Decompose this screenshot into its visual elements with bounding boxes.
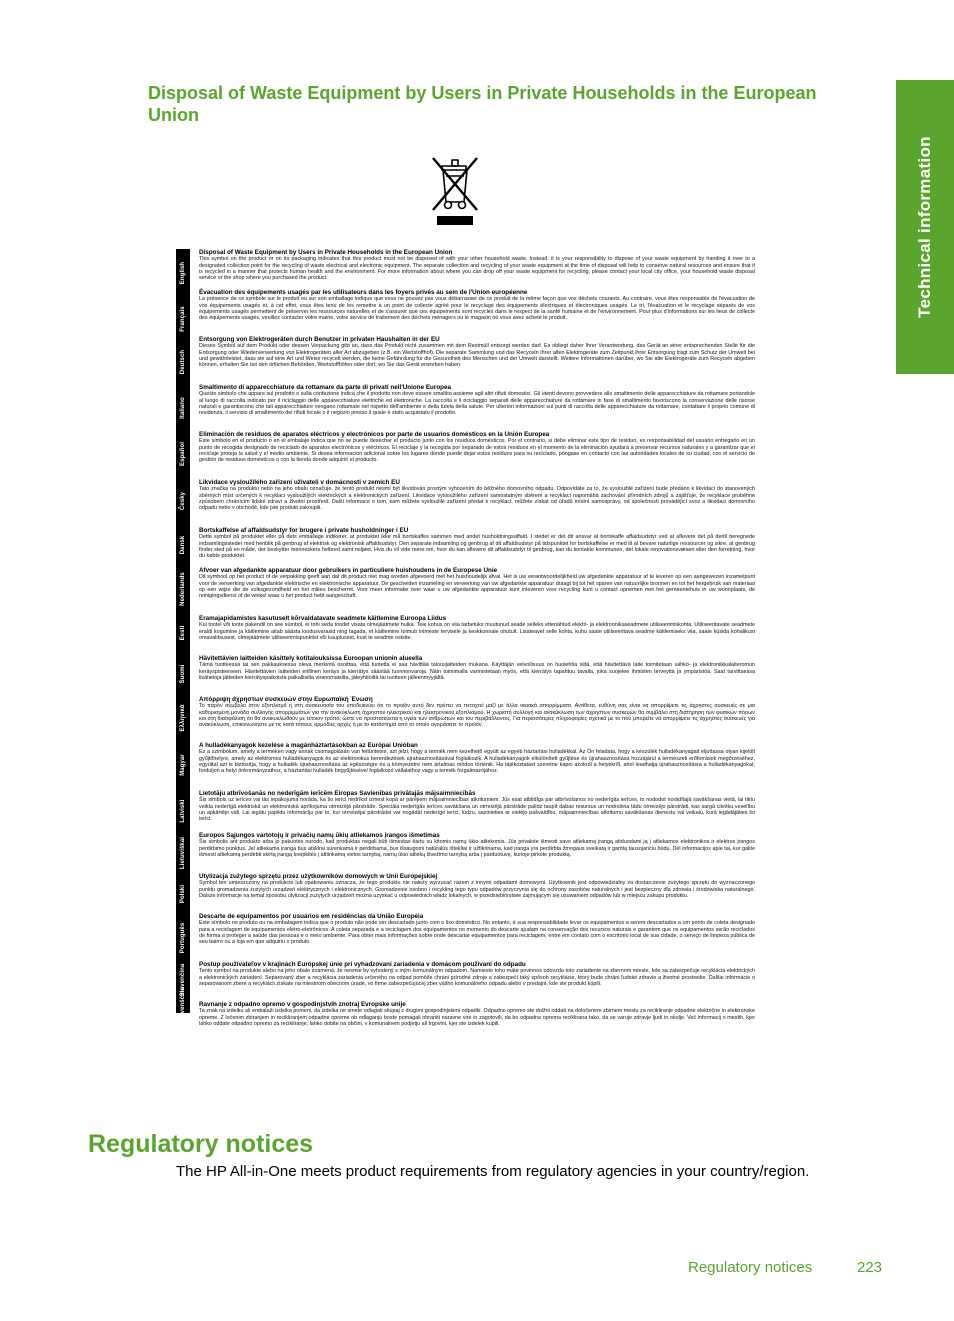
notice-heading: Ravnanje z odpadno opremo v gospodinjstvih znotraj Evropske unije [199,1001,406,1008]
notice-body: Este símbolo en el producto o en el embalaje indica que no se puede desechar el producto junto con los residuos domésticos. Por el contrario, si debe eliminar este tipo de residuo, es responsabilidad del usuario entregarlo en un punto de recogida designado de reciclado de aparatos electrónicos y eléctricos. El reciclaje y la recogida por separado de estos residuos en el momento de la eliminación ayudará a preservar recursos naturales y a garantizar que el reciclaje proteja la salud y el medio ambiente. Si desea información adicional sobre los lugares donde puede dejar estos residuos para su reciclado, póngase en contacto con las autoridades locales de su ciudad, con el servicio de gestión de residuos domésticos o con la tienda donde adquirió el producto. [199,438,755,463]
notice-block [199,289,755,333]
page-title: Disposal of Waste Equipment by Users in Private Households in the European Union [148,83,817,125]
notice-heading: Disposal of Waste Equipment by Users in Private Households in the European Union [199,249,453,256]
language-label: Lietuviškai [180,836,186,869]
language-label: Deutsch [180,349,186,375]
side-tab-label: Technical information [915,136,934,318]
footer-section-label: Regulatory notices [688,1259,813,1276]
notice-block [199,913,755,959]
notice-heading: Postup používateľov v krajinách Európskej únie pri vyhadzovaní zariadenia v domácom používaní do odpadu [199,961,526,968]
notice-block [199,832,755,872]
notice-heading: Europos Sąjungos vartotojų ir privačių namų ūkių atliekamos įrangos išmetimas [199,832,440,839]
notice-body: Symbol ten umieszczony na produkcie lub opakowaniu oznacza, że tego produktu nie należy wyrzucać razem z innymi odpadami domowymi. Użytkownik jest odpowiedzialny za dostarczenie zużytego sprzętu do wyznaczonego punktu gromadzenia zużytych urządzeń elektrycznych i elektronicznych. Gromadzenie osobno i recykling tego typu odpadów przyczynia się do ochrony zasobów naturalnych i jest bezpieczny dla zdrowia i środowiska naturalnego. Dalsze informacje na temat sposobu utylizacji zużytych urządzeń można uzyskać u odpowiednich władz lokalnych, w przedsiębiorstwie zajmującym się usuwaniem odpadów lub w miejscu zakupu produktu. [199,880,755,899]
notice-block [199,696,755,741]
notice-block [199,742,755,789]
language-sidebar [176,249,190,1024]
notice-heading: A hulladékanyagok kezelése a magánháztartásokban az Európai Unióban [199,742,418,749]
notice-block [199,615,755,653]
notice-body: Dit symbool op het product of de verpakking geeft aan dat dit product niet mag worden afgevoerd met het huishoudelijk afval. Het is uw verantwoordelijkheid uw afgedankte apparatuur af te leveren op een aangewezen inzamelpunt voor de verwerking van afgedankte elektrische en elektronische apparatuur. De gescheiden inzameling en verwerking van uw afgedankte apparatuur draagt bij tot het sparen van natuurlijke bronnen en tot het hergebruik van materiaal op een wijze die de volksgezondheid en het milieu beschermt. Voor meer informatie over waar u uw afgedankte apparatuur kunt inleveren voor recycling kunt u contact opnemen met het gemeentehuis in uw woonplaats, de reinigingsdienst of de winkel waar u het product hebt aangeschaft. [199,574,755,599]
notice-body: Šis simbols uz ierīces vai tās iepakojuma norāda, ka šo ierīci nedrīkst izmest kopā ar pārējiem mājsaimniecības atkritumiem. Jūs esat atbildīgs par atbrīvošanos no nederīgās ierīces, to nododot norādītajā savākšanas vietā, lai tiktu veikta nederīgā elektriskā un elektroniskā aprīkojuma otrreizējā pārstrāde. Speciāla nederīgās ierīces savākšana un otrreizējā pārstrāde palīdz taupīt dabas resursus un nodrošina tādu otrreizējo pārstrādi, kas sargā cilvēku veselību un apkārtējo vidi. Lai iegūtu papildu informāciju par to, kur otrreizējai pārstrādei var nogādāt nederīgo ierīci, lūdzu, sazinieties ar vietējo pašvaldību, mājsaimniecības atkritumu savākšanas dienestu vai veikalu, kurā iegādājāties šo ierīci. [199,797,755,822]
notice-heading: Descarte de equipamentos por usuários em residências da União Européia [199,913,424,920]
notice-block [199,384,755,429]
notice-body: Tämä tuotteessa tai sen pakkauksessa oleva merkintä osoittaa, että tuotetta ei saa hävittää talousjätteiden mukana. Käyttäjän velvollisuus on huolehtia siitä, että hävitettävä laite toimitetaan sähkö- ja elektroniikkalaiteromun keräyspisteeseen. Hävitettävien laitteiden erillinen keräys ja kierrätys säästää luonnonvaroja. Näin toimimalla varmistetaan myös, että kierrätys tapahtuu tavalla, joka suojelee ihmisten terveyttä ja ympäristöä. Saat tarvittaessa lisätietoja jätteiden kierrätyspaikoista paikallisilta viranomaisilta, jäteyhtiöiltä tai tuotteen jälleenmyyjältä. [199,662,755,681]
notice-heading: Eramajapidamistes kasutuselt kõrvaldatavate seadmete käitlemine Euroopa Liidus [199,615,447,622]
notice-heading: Évacuation des équipements usagés par les utilisateurs dans les foyers privés au sein de l'Union européenne [199,289,528,296]
notice-block [199,1001,755,1027]
notice-body: Este símbolo no produto ou na embalagem indica que o produto não pode ser descartado junto com o lixo doméstico. No entanto, é sua responsabilidade levar os equipamentos a serem descartados a um ponto de coleta designado para a reciclagem de equipamentos eletro-eletrônicos. A coleta separada e a reciclagem dos equipamentos no momento do descarte ajudam na conservação dos recursos naturais e garantem que os equipamentos serão reciclados de forma a proteger a saúde das pessoas e o meio ambiente. Para obter mais informações sobre onde descartar equipamentos para reciclagem, entre em contato com o escritório local de sua cidade, o serviço de limpeza pública de seu bairro ou a loja em que adquiriu o produto. [199,920,755,945]
notice-body: Šis simbolis ant produkto arba jo pakuotės nurodo, kad produktas negali būti išmestas kartu su kitomis namų ūkio atliekomis. Jūs privalote išmesti savo atliekamą įrangą atiduodami ją į atliekamos elektronikos ir elektros įrangos perdirbimo punktus. Jei atliekama įranga bus atskirai surenkama ir perdirbama, bus išsaugomi natūralūs ištekliai ir užtikrinama, kad įranga yra perdirbta žmogaus sveikatą ir gamtą tausojančiu būdu. Dėl informacijos apie tai, kur galite išmesti atliekamą perdirbti skirtą įrangą kreipkitės į atitinkamą vietos tarnybą, namų ūkio atliekų išvežimo tarnybą arba į parduotuvę, kurioje pirkote produktą. [199,839,755,858]
language-label: Slovenčina [180,963,186,997]
regulatory-notices-text: The HP All-in-One meets product requirements from regulatory agencies in your country/region. [176,1163,810,1180]
language-label: Eesti [180,625,186,640]
language-label: Suomi [180,664,186,683]
notice-block [199,479,755,525]
notice-body: Dieses Symbol auf dem Produkt oder dessen Verpackung gibt an, dass das Produkt nicht zusammen mit dem Restmüll entsorgt werden darf. Es obliegt daher Ihrer Verantwortung, das Gerät an einer entsprechenden Stelle für die Entsorgung oder Wiederverwertung von Elektrogeräten aller Art abzugeben (z.B. ein Wertstoffhof). Die separate Sammlung und das Recyceln Ihrer alten Elektrogeräte zum Zeitpunkt ihrer Entsorgung trägt zum Schutz der Umwelt bei und gewährleistet, dass sie auf eine Art und Weise recycelt werden, die keine Gefährdung für die Gesundheit des Menschen und der Umwelt darstellt. Weitere Informationen darüber, wo Sie alte Elektrogeräte zum Recyceln abgeben können, erhalten Sie bei den örtlichen Behörden, Wertstoffhöfen oder dort, wo Sie das Gerät erworben haben. [199,343,755,368]
language-label: Nederlands [180,572,186,606]
language-label: Latviski [180,798,186,823]
notice-block [199,873,755,912]
notice-block [199,431,755,475]
notice-body: Ez a szimbólum, amely a terméken vagy annak csomagolásán van feltüntetve, azt jelzi, hogy a termék nem kezelhető együtt az egyéb háztartási hulladékkal. Az Ön feladata, hogy a készülék hulladékanyagait eljuttassa olyan kijelölt gyűjtőhelyre, amely az elektromos hulladékanyagok és az elektronikus berendezések újrahasznosításával foglalkozik. A hulladékanyagok elkülönített gyűjtése és újrahasznosítása hozzájárul a természeti erőforrások megőrzéséhez, egyúttal azt is biztosítja, hogy a hulladék újrahasznosítása az egészségre és a környezetre nem ártalmas módon történik. Ha tájékoztatást szeretne kapni azokról a helyekről, ahol leadhatja újrahasznosításra a hulladékanyagokat, forduljon a helyi önkormányzathoz, a háztartási hulladék begyűjtésével foglalkozó vállalathoz vagy a termék forgalmazójához. [199,749,755,774]
notice-block [199,655,755,695]
notice-block [199,336,755,382]
notice-body: La présence de ce symbole sur le produit ou sur son emballage indique que vous ne pouvez pas vous débarrasser de ce produit de la même façon que vos déchets courants. Au contraire, vous êtes responsable de l'évacuation de vos équipements usagés et, à cet effet, vous êtes tenu de les remettre à un point de collecte agréé pour le recyclage des équipements électriques et électroniques usagés. Le tri, l'évacuation et le recyclage séparés de vos équipements usagés permettent de préserver les ressources naturelles et de s'assurer que ces équipements sont recyclés dans le respect de la santé humaine et de l'environnement. Pour plus d'informations sur les lieux de collecte des équipements usagés, veuillez contacter votre mairie, votre service de traitement des déchets ménagers ou le magasin où vous avez acheté le produit. [199,296,755,321]
notice-body: Dette symbol på produktet eller på dets emballage indikerer, at produktet ikke må bortskaffes sammen med andet husholdningsaffald. I stedet er det dit ansvar at bortskaffe affaldsudstyr ved at aflevere det på dertil beregnede indsamlingssteder med henblik på genbrug af elektrisk og elektronisk affaldsudstyr. Den separate indsamling og genbrug af dit affaldsudstyr på tidspunktet for bortskaffelse er med til at bevare naturlige ressourcer og sikre, at genbrug finder sted på en måde, der beskytter menneskers helbred samt miljøet. Hvis du vil vide mere om, hvor du kan aflevere dit affaldsudstyr til genbrug, kan du kontakte kommunen, det lokale renovationsvæsen eller den forretning, hvor du købte produktet. [199,534,755,559]
weee-notices [199,249,755,1027]
notice-heading: Lietotāju atbrīvošanās no nederīgām ierīcēm Eiropas Savienības privātajās mājsaimniecībās [199,790,476,797]
notice-body: This symbol on the product or on its packaging indicates that this product must not be disposed of with your other household waste. Instead, it is your responsibility to dispose of your waste equipment by handing it over to a designated collection point for the recycling of waste electrical and electronic equipment. The separate collection and recycling of your waste equipment at the time of disposal will help to conserve natural resources and ensure that it is recycled in a manner that protects human health and the environment. For more information about where you can drop off your waste equipment for recycling, please contact your local city office, your household waste disposal service or the shop where you purchased the product. [199,256,755,281]
notice-body: Το παρόν σύμβολο στον εξοπλισμό ή στη συσκευασία του υποδεικνύει ότι το προϊόν αυτό δεν πρέπει να πεταχτεί μαζί με άλλα οικιακά απορρίμματα. Αντίθετα, ευθύνη σας είναι να απορρίψετε τις άχρηστες συσκευές σε μια καθορισμένη μονάδα συλλογής απορριμμάτων για την ανακύκλωση άχρηστου ηλεκτρικού και ηλεκτρονικού εξοπλισμού. Η χωριστή συλλογή και ανακύκλωση των άχρηστων συσκευών θα συμβάλει στη διατήρηση των φυσικών πόρων και στη διασφάλιση ότι θα ανακυκλωθούν με τέτοιον τρόπο, ώστε να προστατεύεται η υγεία των ανθρώπων και του περιβάλλοντος. Για περισσότερες πληροφορίες σχετικά με το πού μπορείτε να απορρίψετε τις άχρηστες συσκευές για ανακύκλωση, επικοινωνήστε με τις κατά τόπους αρμόδιες αρχές ή με το κατάστημα από το οποίο αγοράσατε το προϊόν. [199,703,755,728]
notice-heading: Smaltimento di apparecchiature da rottamare da parte di privati nell'Unione Europea [199,384,452,391]
language-label: Dansk [180,535,186,555]
notice-heading: Afvoer van afgedankte apparatuur door gebruikers in particuliere huishoudens in de Europese Unie [199,567,498,574]
language-label: Ελληνικά [180,704,186,732]
notice-heading: Likvidace vysloužilého zařízení uživateli v domácnosti v zemích EU [199,479,400,486]
language-label: Español [180,441,186,467]
section-side-tab [896,80,954,374]
language-label: Magyar [180,754,186,776]
notice-heading: Απόρριψη άχρηστων συσκευών στην Ευρωπαϊκή Ένωση [199,696,373,703]
notice-body: Tato značka na produktu nebo na jeho obalu označuje, že tento produkt nesmí být likvidován prostým vyhozením do běžného domovního odpadu. Odpovídáte za to, že vysloužilé zařízení bude předáno k likvidaci do stanovených sběrných míst určených k recyklaci vysloužilých elektrických a elektronických zařízení. Likvidace vysloužilého zařízení samostatným sběrem a recyklací napomáhá zachování přírodních zdrojů a zajišťuje, že recyklace proběhne způsobem chránícím lidské zdraví a životní prostředí. Další informace o tom, kam můžete vysloužilé zařízení předat k recyklaci, můžete získat od úřadů místní samosprávy, od společnosti provádějící svoz a likvidaci domovního odpadu nebo v obchodě, kde jste produkt zakoupili. [199,486,755,511]
notice-body: Questo simbolo che appare sul prodotto o sulla confezione indica che il prodotto non deve essere smaltito assieme agli altri rifiuti domestici. Gli utenti devono provvedere allo smaltimento delle apparecchiature da rottamare portandole al luogo di raccolta indicato per il riciclaggio delle apparecchiature elettriche ed elettroniche. La raccolta e il riciclaggio separati delle apparecchiature da rottamare in fase di smaltimento favoriscono la conservazione delle risorse naturali e garantiscono che tali apparecchiature vengano rottamate nel rispetto dell'ambiente e della tutela della salute. Per ulteriori informazioni sui punti di raccolta delle apparecchiature da rottamare, contattare il proprio comune di residenza, il servizio di smaltimento dei rifiuti locale o il negozio presso il quale è stato acquistato il prodotto. [199,391,755,416]
notice-body: Kui tootel või toote pakendil on see sümbol, ei tohi seda toodet visata olmejäätmete hulka. Teie kohus on viia tarbetuks muutunud seade selleks ettenähtud elektri- ja elektroonikaseadmete utiliseerimiskohta. Utiliseeritavate seadmete eraldi kogumine ja käitlemine aitab säästa loodusvarasid ning tagada, et käitlemine toimub inimeste tervisele ja keskkonnale ohutult. Lisateavet selle kohta, kuhu saate utiliseeritava seadme käitlemiseks viia, saate küsida kohalikust omavalitsusest, olmejäätmete utiliseerimispunktist või kauplusest, kust te seadme ostsite. [199,622,755,641]
notice-block [199,961,755,1000]
notice-body: Ta znak na izdelku ali embalaži izdelka pomeni, da izdelka ne smete odlagati skupaj z drugimi gospodinjskimi odpadki. Odpadno opremo ste dolžni oddati na določenem zbirnem mestu za recikliranje odpadne električne in elektronske opreme. Z ločenim zbiranjem in recikliranjem odpadne opreme ob odlaganju boste pomagali ohraniti naravne vire in zagotovili, da bo odpadna oprema reciklirana tako, da se varuje zdravje ljudi in okolje. Več informacij o mestih, kjer lahko oddate odpadno opremo za recikliranje, lahko dobite na občini, v komunalnem podjetju ali trgovini, kjer ste izdelek kupili. [199,1008,755,1027]
language-label: Português [180,922,186,953]
notice-block [199,790,755,831]
language-label: Polski [180,884,186,903]
notice-body: Tento symbol na produkte alebo na jeho obale znamená, že nesmie by vyhodený s iným komunálnym odpadom. Namiesto toho máte povinnos odovzda toto zariadenie na zbernom mieste, kde sa zabezpečuje recyklácia elektrických a elektronických zariadení. Separovaný zber a recyklácia zariadenia určeného na odpad pomôže chráni prírodné zdroje a zabezpečí taký spôsob recyklácie, ktorý bude chráni ľudské zdravie a životné prostredie. Ďalšie informácie o separovanom zbere a recyklácii získate na miestnom obecnom úrade, vo firme zabezpečujúcej zber vášho komunálneho odpadu alebo v predajni, kde ste produkt kúpili. [199,968,755,987]
notice-heading: Hävitettävien laitteiden käsittely kotitalouksissa Euroopan unionin alueella [199,655,423,662]
notice-heading: Utylizacja zużytego sprzętu przez użytkowników domowych w Unii Europejskiej [199,873,438,880]
language-label: Česky [180,491,186,511]
notice-heading: Bortskaffelse af affaldsudstyr for brugere i private husholdninger i EU [199,527,409,534]
notice-heading: Entsorgung von Elektrogeräten durch Benutzer in privaten Haushalten in der EU [199,336,440,343]
notice-block [199,567,755,613]
notice-block [199,249,755,289]
language-label: Italiano [180,396,186,419]
language-label: Slovenščina [180,986,186,1024]
language-label: English [180,261,186,285]
notice-block [199,527,755,565]
notice-heading: Eliminación de residuos de aparatos eléctricos y electrónicos por parte de usuarios domésticos en la Unión Europea [199,431,550,438]
regulatory-notices-heading: Regulatory notices [88,1130,314,1158]
crossed-out-wheelie-bin-icon [430,154,480,226]
page-number: 223 [857,1259,883,1276]
language-label: Français [180,305,186,332]
